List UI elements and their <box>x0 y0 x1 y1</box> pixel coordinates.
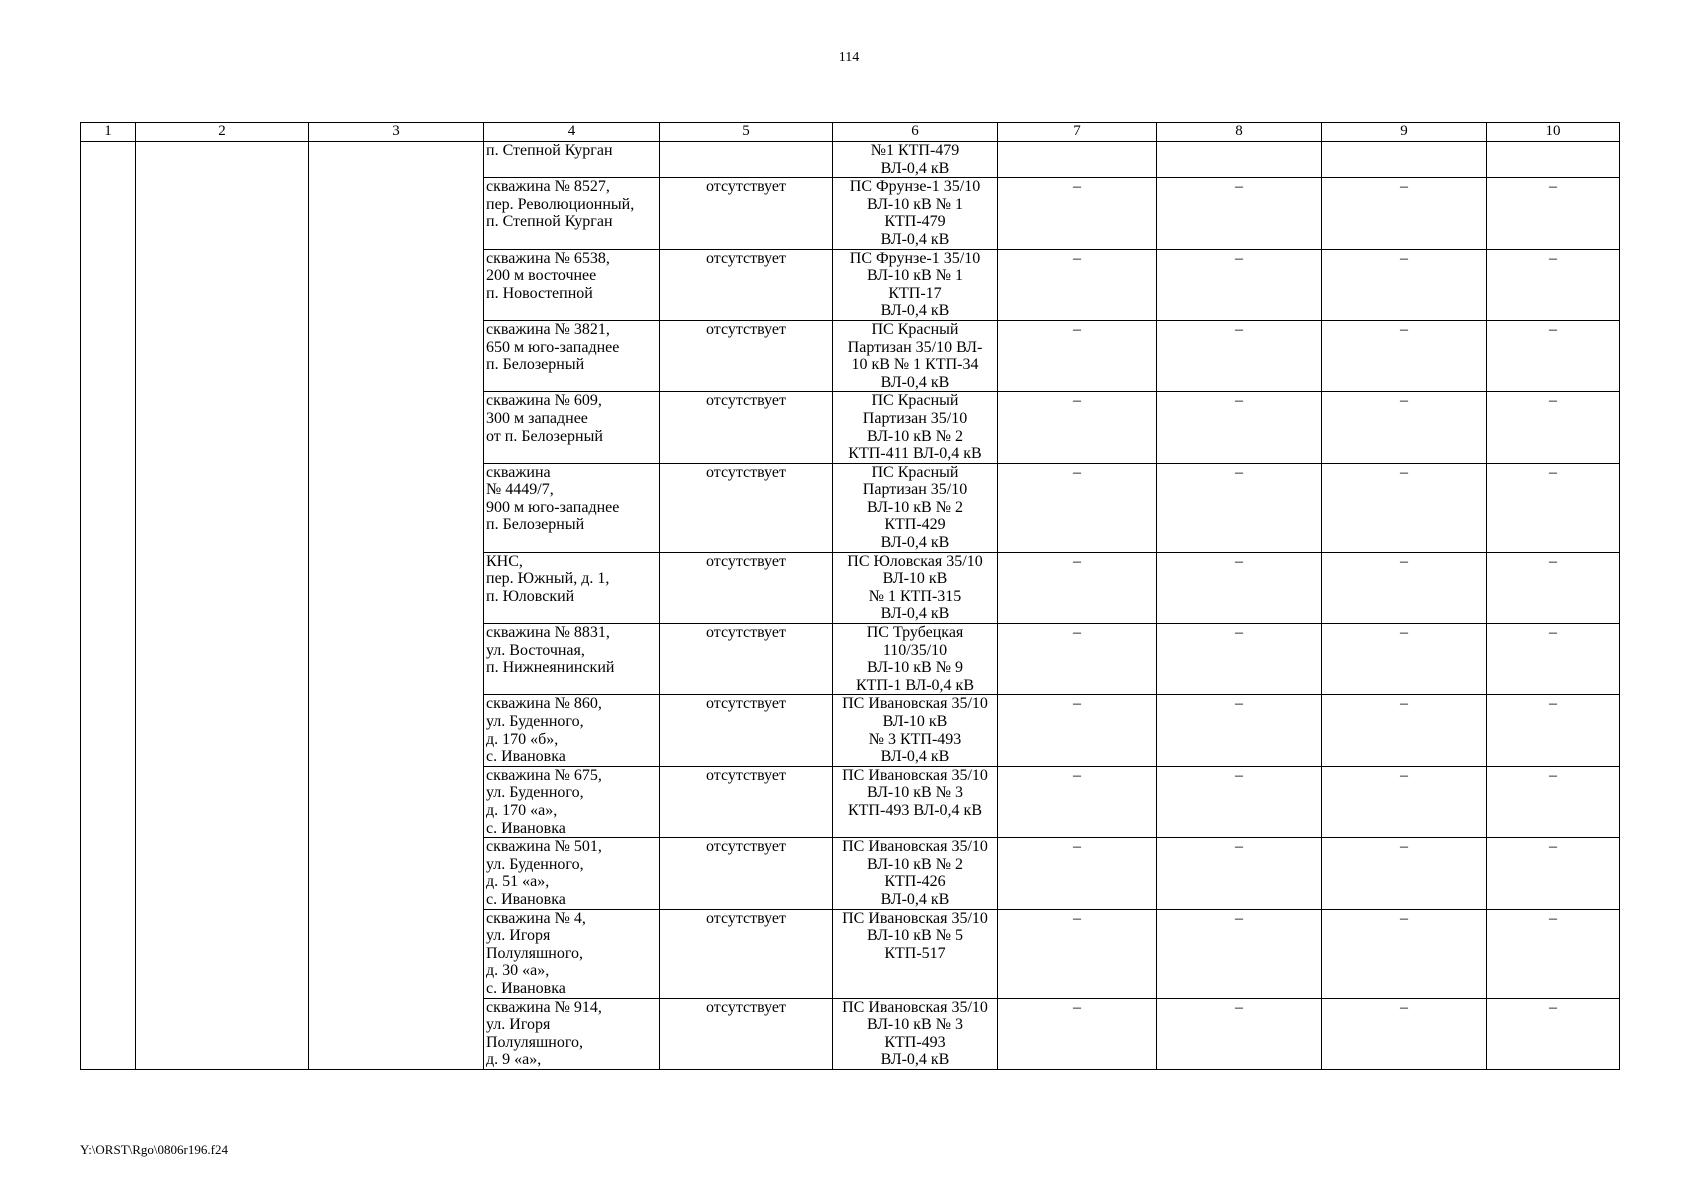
table-cell: – <box>1322 178 1487 249</box>
table-cell: – <box>1487 552 1620 623</box>
power-source-cell: ПС Трубецкая 110/35/10 ВЛ-10 кВ № 9 КТП-1 ВЛ-0,4 кВ <box>833 624 998 695</box>
object-cell: скважина № 860, ул. Буденного, д. 170 «б», с. Ивановка <box>484 695 660 766</box>
table-cell: – <box>1157 838 1322 909</box>
table-cell: – <box>1487 249 1620 320</box>
table-cell: – <box>1322 695 1487 766</box>
power-source-cell: ПС Ивановская 35/10 ВЛ-10 кВ № 3 КТП-493 ВЛ-0,4 кВ <box>833 695 998 766</box>
power-source-cell: ПС Ивановская 35/10 ВЛ-10 кВ № 3 КТП-493 ВЛ-0,4 кВ <box>833 766 998 837</box>
table-cell: – <box>998 320 1157 391</box>
object-cell: скважина № 4449/7, 900 м юго-западнее п. Белозерный <box>484 463 660 552</box>
table-cell: – <box>1322 249 1487 320</box>
status-cell: отсутствует <box>660 766 833 837</box>
column-header: 7 <box>998 123 1157 142</box>
table-cell <box>1487 142 1620 178</box>
table-cell: – <box>1487 838 1620 909</box>
column-header: 10 <box>1487 123 1620 142</box>
status-cell: отсутствует <box>660 552 833 623</box>
table-cell: – <box>998 552 1157 623</box>
object-cell: скважина № 8527, пер. Революционный, п. Степной Курган <box>484 178 660 249</box>
table-cell: – <box>1322 463 1487 552</box>
table-cell: – <box>1157 178 1322 249</box>
table-cell: – <box>1322 320 1487 391</box>
table-cell: – <box>1322 909 1487 998</box>
object-cell: скважина № 675, ул. Буденного, д. 170 «а», с. Ивановка <box>484 766 660 837</box>
table-cell: – <box>1487 178 1620 249</box>
column-header: 2 <box>136 123 309 142</box>
object-cell: КНС, пер. Южный, д. 1, п. Юловский <box>484 552 660 623</box>
power-source-cell: №1 КТП-479 ВЛ-0,4 кВ <box>833 142 998 178</box>
table-cell <box>1157 142 1322 178</box>
table-cell: – <box>1487 909 1620 998</box>
table-cell: – <box>998 463 1157 552</box>
table-cell: – <box>1487 463 1620 552</box>
power-source-cell: ПС Ивановская 35/10 ВЛ-10 кВ № 2 КТП-426 ВЛ-0,4 кВ <box>833 838 998 909</box>
power-source-cell: ПС Красный Партизан 35/10 ВЛ-10 кВ № 2 КТП-411 ВЛ-0,4 кВ <box>833 392 998 463</box>
power-source-cell: ПС Ивановская 35/10 ВЛ-10 кВ № 5 КТП-517 <box>833 909 998 998</box>
status-cell: отсутствует <box>660 320 833 391</box>
status-cell: отсутствует <box>660 695 833 766</box>
object-cell: скважина № 609, 300 м западнее от п. Белозерный <box>484 392 660 463</box>
table-cell: – <box>1487 695 1620 766</box>
table-cell: – <box>998 838 1157 909</box>
power-source-cell: ПС Фрунзе-1 35/10 ВЛ-10 кВ № 1 КТП-479 ВЛ-0,4 кВ <box>833 178 998 249</box>
object-cell: скважина № 914, ул. Игоря Полуляшного, д. 9 «а», <box>484 998 660 1069</box>
table-cell: – <box>1157 320 1322 391</box>
table-cell: – <box>1322 552 1487 623</box>
table-cell <box>309 142 484 1070</box>
column-header: 1 <box>81 123 136 142</box>
table-cell: – <box>1322 624 1487 695</box>
object-cell: скважина № 501, ул. Буденного, д. 51 «а», с. Ивановка <box>484 838 660 909</box>
object-cell: скважина № 6538, 200 м восточнее п. Новостепной <box>484 249 660 320</box>
table-cell: – <box>1157 249 1322 320</box>
header-row <box>81 123 1620 142</box>
table-cell: – <box>998 695 1157 766</box>
data-table <box>80 122 1620 1070</box>
table-cell: – <box>1322 392 1487 463</box>
table-cell: – <box>1157 552 1322 623</box>
column-header: 5 <box>660 123 833 142</box>
table-cell: – <box>998 909 1157 998</box>
column-header: 9 <box>1322 123 1487 142</box>
status-cell: отсутствует <box>660 463 833 552</box>
table-cell: – <box>1157 392 1322 463</box>
object-cell: скважина № 3821, 650 м юго-западнее п. Белозерный <box>484 320 660 391</box>
table-cell: – <box>1157 766 1322 837</box>
table-cell: – <box>1157 624 1322 695</box>
column-header: 6 <box>833 123 998 142</box>
table-cell: – <box>1487 766 1620 837</box>
status-cell: отсутствует <box>660 178 833 249</box>
status-cell: отсутствует <box>660 998 833 1069</box>
table-cell: – <box>1157 695 1322 766</box>
object-cell: скважина № 8831, ул. Восточная, п. Нижнеянинский <box>484 624 660 695</box>
status-cell: отсутствует <box>660 249 833 320</box>
status-cell <box>660 142 833 178</box>
table-cell: – <box>1487 624 1620 695</box>
table-cell <box>136 142 309 1070</box>
column-header: 3 <box>309 123 484 142</box>
status-cell: отсутствует <box>660 392 833 463</box>
table-cell <box>81 142 136 1070</box>
power-source-cell: ПС Красный Партизан 35/10 ВЛ-10 кВ № 2 КТП-429 ВЛ-0,4 кВ <box>833 463 998 552</box>
table-cell <box>1322 142 1487 178</box>
power-source-cell: ПС Красный Партизан 35/10 ВЛ- 10 кВ № 1 КТП-34 ВЛ-0,4 кВ <box>833 320 998 391</box>
table-cell <box>998 142 1157 178</box>
table-cell: – <box>998 249 1157 320</box>
column-header: 4 <box>484 123 660 142</box>
power-source-cell: ПС Ивановская 35/10 ВЛ-10 кВ № 3 КТП-493 ВЛ-0,4 кВ <box>833 998 998 1069</box>
table-cell: – <box>998 392 1157 463</box>
page-number: 114 <box>838 50 860 65</box>
table-cell: – <box>998 178 1157 249</box>
table-cell: – <box>1322 766 1487 837</box>
table-cell: – <box>998 766 1157 837</box>
status-cell: отсутствует <box>660 909 833 998</box>
table-cell: – <box>998 998 1157 1069</box>
table-row <box>81 142 1620 178</box>
table-cell: – <box>1487 320 1620 391</box>
file-path-footer: Y:\ORST\Rgo\0806r196.f24 <box>80 1142 228 1157</box>
table-cell: – <box>998 624 1157 695</box>
table-cell: – <box>1322 998 1487 1069</box>
status-cell: отсутствует <box>660 624 833 695</box>
object-cell: скважина № 4, ул. Игоря Полуляшного, д. 30 «а», с. Ивановка <box>484 909 660 998</box>
power-source-cell: ПС Фрунзе-1 35/10 ВЛ-10 кВ № 1 КТП-17 ВЛ-0,4 кВ <box>833 249 998 320</box>
table-cell: – <box>1157 909 1322 998</box>
power-source-cell: ПС Юловская 35/10 ВЛ-10 кВ № 1 КТП-315 ВЛ-0,4 кВ <box>833 552 998 623</box>
table-cell: – <box>1487 998 1620 1069</box>
table-body <box>81 142 1620 1070</box>
table-cell: – <box>1487 392 1620 463</box>
table-cell: – <box>1157 463 1322 552</box>
object-cell: п. Степной Курган <box>484 142 660 178</box>
table-cell: – <box>1157 998 1322 1069</box>
status-cell: отсутствует <box>660 838 833 909</box>
table-cell: – <box>1322 838 1487 909</box>
column-header: 8 <box>1157 123 1322 142</box>
